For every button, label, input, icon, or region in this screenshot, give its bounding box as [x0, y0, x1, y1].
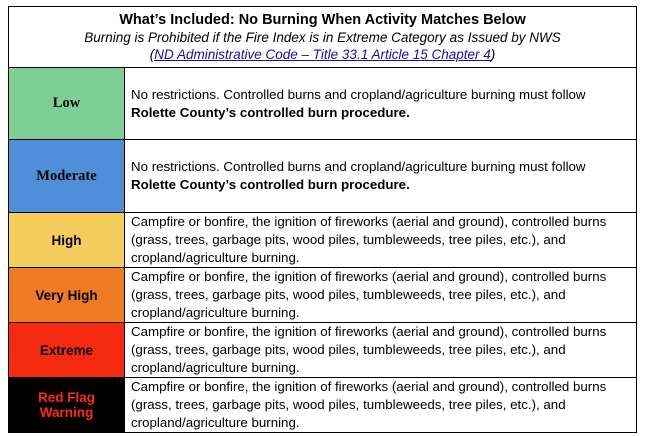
- level-cell-low: [9, 68, 125, 140]
- description-cell: [125, 213, 637, 268]
- level-label: Moderate: [36, 167, 97, 184]
- citation-line: [9, 46, 636, 63]
- description-text: Campfire or bonfire, the ignition of fireworks (aerial and ground), controlled burns (grass, trees, garbage pits, wood piles, tumbleweeds, tree piles, etc.), and cropland/agriculture burning.: [131, 269, 607, 320]
- table-row: [9, 213, 637, 268]
- level-label: Low: [52, 95, 81, 111]
- description-cell: [125, 140, 637, 213]
- description-cell: [125, 378, 637, 433]
- fire-restriction-table-container: [8, 6, 636, 433]
- citation-link[interactable]: ND Administrative Code – Title 33.1 Article 15 Chapter 4: [154, 47, 491, 62]
- citation-open-paren: (: [149, 47, 155, 62]
- table-row: [9, 140, 637, 213]
- table-row: [9, 268, 637, 323]
- citation-close-paren: ): [490, 47, 496, 62]
- header-row: [9, 7, 637, 68]
- table-row: [9, 323, 637, 378]
- table-row: [9, 68, 637, 140]
- level-label: Very High: [35, 287, 98, 303]
- table-row: [9, 378, 637, 433]
- description-text: Campfire or bonfire, the ignition of fireworks (aerial and ground), controlled burns (grass, trees, garbage pits, wood piles, tumbleweeds, tree piles, etc.), and cropland/agriculture burning.: [131, 324, 607, 375]
- level-label-line-2: Warning: [39, 405, 94, 420]
- header-cell: [9, 7, 637, 68]
- description-text: Campfire or bonfire, the ignition of fireworks (aerial and ground), controlled burns (grass, trees, garbage pits, wood piles, tumbleweeds, tree piles, etc.), and cropland/agriculture burning.: [131, 379, 607, 430]
- level-label-line-1: Red Flag: [37, 390, 95, 405]
- level-cell-extreme: [9, 323, 125, 378]
- level-cell-moderate: [9, 140, 125, 213]
- level-label: High: [51, 232, 82, 248]
- table-subtitle: Burning is Prohibited if the Fire Index is in Extreme Category as Issued by NWS: [84, 30, 561, 45]
- level-cell-red-flag-warning: [9, 378, 125, 433]
- description-cell: [125, 68, 637, 140]
- description-text: No restrictions. Controlled burns and cropland/agriculture burning must follow: [131, 159, 586, 174]
- description-cell: [125, 323, 637, 378]
- description-text: Campfire or bonfire, the ignition of fireworks (aerial and ground), controlled burns (grass, trees, garbage pits, wood piles, tumbleweeds, tree piles, etc.), and cropland/agriculture burning.: [131, 214, 607, 265]
- level-label: Extreme: [39, 342, 94, 358]
- description-bold-text: Rolette County’s controlled burn procedure.: [131, 177, 410, 192]
- level-cell-high: [9, 213, 125, 268]
- description-text: No restrictions. Controlled burns and cropland/agriculture burning must follow: [131, 86, 586, 102]
- fire-restriction-table: [8, 6, 637, 433]
- description-cell: [125, 268, 637, 323]
- description-bold-text: Rolette County’s controlled burn procedure.: [131, 104, 410, 120]
- level-cell-very-high: [9, 268, 125, 323]
- table-title: What’s Included: No Burning When Activity Matches Below: [119, 12, 526, 28]
